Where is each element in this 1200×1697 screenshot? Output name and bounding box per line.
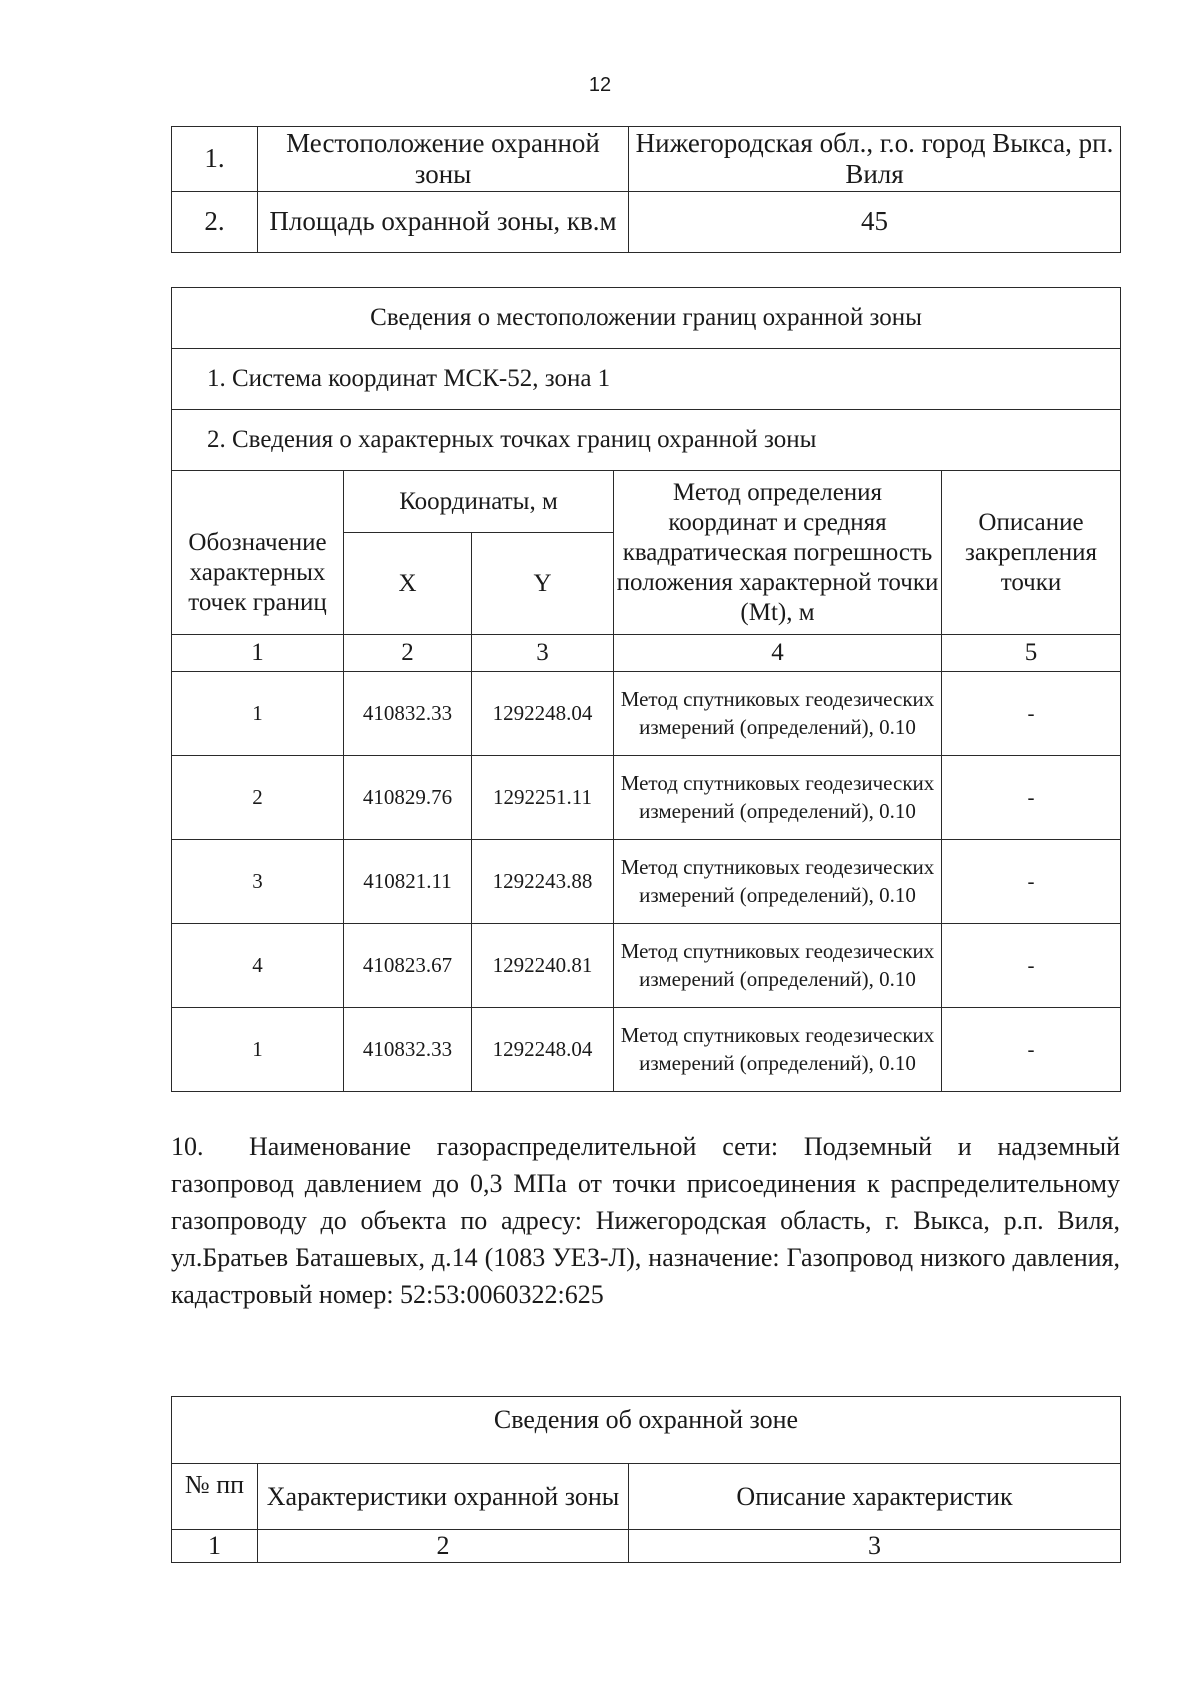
- table-row: [172, 840, 1121, 924]
- column-number: 2: [258, 1530, 629, 1563]
- point-label: 2: [172, 756, 344, 840]
- header-number: № пп: [172, 1464, 258, 1530]
- point-x: 410832.33: [344, 1008, 472, 1092]
- row-label: Площадь охранной зоны, кв.м: [258, 192, 629, 253]
- coordinate-system: 1. Система координат МСК-52, зона 1: [172, 349, 1121, 410]
- zone-summary-table: [171, 126, 1121, 253]
- column-number: 5: [942, 635, 1121, 672]
- table-row: [172, 349, 1121, 410]
- header-characteristics: Характеристики охранной зоны: [258, 1464, 629, 1530]
- row-number: 2.: [172, 192, 258, 253]
- point-label: 4: [172, 924, 344, 1008]
- point-description: -: [942, 756, 1121, 840]
- table-title: Сведения об охранной зоне: [172, 1397, 1121, 1464]
- table-title: Сведения о местоположении границ охранной зоны: [172, 288, 1121, 349]
- point-y: 1292243.88: [472, 840, 614, 924]
- table-row: [172, 127, 1121, 192]
- column-numbers-row: [172, 1530, 1121, 1563]
- point-x: 410832.33: [344, 672, 472, 756]
- header-description: Описание характеристик: [629, 1464, 1121, 1530]
- column-number: 2: [344, 635, 472, 672]
- point-x: 410829.76: [344, 756, 472, 840]
- point-description: -: [942, 840, 1121, 924]
- column-number: 3: [629, 1530, 1121, 1563]
- header-row: [172, 471, 1121, 533]
- table-row: [172, 1397, 1121, 1464]
- point-label: 3: [172, 840, 344, 924]
- table-row: [172, 1008, 1121, 1092]
- paragraph-number: 10.: [171, 1132, 204, 1161]
- row-number: 1.: [172, 127, 258, 192]
- point-x: 410823.67: [344, 924, 472, 1008]
- point-description: -: [942, 924, 1121, 1008]
- column-number: 1: [172, 635, 344, 672]
- paragraph-text: Наименование газораспределительной сети: Подземный и надземный газопровод давлением до 0,3 МПа от точки присоединения к распределительному газопроводу до объекта по адресу: Нижегородская область, г. Выкса, р.п. Виля, ул.Братьев Баташевых, д.14 (1083 УЕЗ-Л), назначение: Газопровод низкого давления, кадастровый номер: 52:53:0060322:625: [171, 1132, 1120, 1309]
- table-row: [172, 192, 1121, 253]
- row-value: Нижегородская обл., г.о. город Выкса, рп. Виля: [629, 127, 1121, 192]
- point-method: Метод спутниковых геодезических измерений (определений), 0.10: [614, 924, 942, 1008]
- header-designation: Обозначение характерных точек границ: [172, 471, 344, 635]
- header-coordinates: Координаты, м: [344, 471, 614, 533]
- table-row: [172, 288, 1121, 349]
- column-numbers-row: [172, 635, 1121, 672]
- column-number: 4: [614, 635, 942, 672]
- header-description: Описание закрепления точки: [942, 471, 1121, 635]
- point-method: Метод спутниковых геодезических измерений (определений), 0.10: [614, 840, 942, 924]
- column-number: 1: [172, 1530, 258, 1563]
- table-row: [172, 672, 1121, 756]
- header-x: X: [344, 533, 472, 635]
- point-label: 1: [172, 1008, 344, 1092]
- point-method: Метод спутниковых геодезических измерений (определений), 0.10: [614, 1008, 942, 1092]
- zone-info-table: [171, 1396, 1121, 1563]
- page-number: 12: [588, 74, 612, 96]
- point-description: -: [942, 1008, 1121, 1092]
- points-heading: 2. Сведения о характерных точках границ охранной зоны: [172, 410, 1121, 471]
- point-x: 410821.11: [344, 840, 472, 924]
- point-y: 1292248.04: [472, 672, 614, 756]
- table-row: [172, 756, 1121, 840]
- header-method: Метод определения координат и средняя квадратическая погрешность положения характерной точки (Mt), м: [614, 471, 942, 635]
- point-y: 1292248.04: [472, 1008, 614, 1092]
- point-label: 1: [172, 672, 344, 756]
- point-method: Метод спутниковых геодезических измерений (определений), 0.10: [614, 756, 942, 840]
- header-y: Y: [472, 533, 614, 635]
- row-value: 45: [629, 192, 1121, 253]
- header-row: [172, 1464, 1121, 1530]
- boundary-points-table: [171, 287, 1121, 1092]
- table-row: [172, 410, 1121, 471]
- point-description: -: [942, 672, 1121, 756]
- point-method: Метод спутниковых геодезических измерений (определений), 0.10: [614, 672, 942, 756]
- table-row: [172, 924, 1121, 1008]
- point-y: 1292251.11: [472, 756, 614, 840]
- section-paragraph: [171, 1128, 1120, 1313]
- column-number: 3: [472, 635, 614, 672]
- row-label: Местоположение охранной зоны: [258, 127, 629, 192]
- point-y: 1292240.81: [472, 924, 614, 1008]
